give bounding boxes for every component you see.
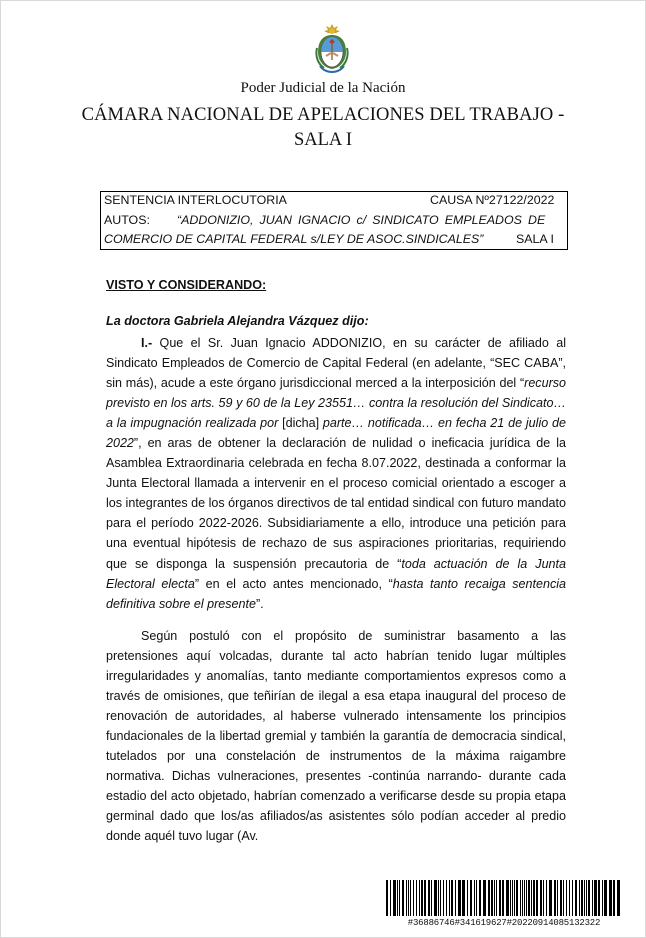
- section-heading: VISTO Y CONSIDERANDO:: [106, 278, 267, 292]
- paragraph-1-text: ”.: [255, 596, 264, 611]
- argentine-coat-of-arms-icon: [312, 22, 352, 76]
- quote-4: hasta tanto recaiga sentencia definitiva sobre el presente: [106, 576, 566, 611]
- court-name: Poder Judicial de la Nación: [240, 80, 406, 96]
- case-number: CAUSA Nº27122/2022: [430, 193, 555, 207]
- resolution-type: SENTENCIA INTERLOCUTORIA: [104, 193, 287, 207]
- case-info-box: [100, 191, 568, 250]
- barcode: [386, 880, 622, 916]
- case-caption-line1: “ADDONIZIO, JUAN IGNACIO c/ SINDICATO EMPLEADOS DE: [177, 213, 546, 227]
- chamber-title-line1: CÁMARA NACIONAL DE APELACIONES DEL TRABAJO -: [81, 105, 565, 125]
- paragraph-1-text: ”, en aras de obtener la declaración de nulidad o ineficacia jurídica de la Asamblea Extraordinaria celebrada en fecha 8.07.2022, destinada a conformar la Junta Electoral llamada a intervenir en el proceso comicial orientado a escoger a los integrantes de los órganos directivos de tal entidad sindical con futuro mandato para el período 2022-2026. Subsidiariamente a ello, introduce una petición para una eventual hipótesis de rechazo de sus aspiraciones prioritarias, requiriendo que se disponga la suspensión precautoria de “: [106, 436, 566, 571]
- paragraph-2: Según postuló con el propósito de suministrar basamento a las pretensiones aquí volcadas, durante tal acto habrían tenido lugar múltiples irregularidades y anomalías, tanto mediante comportamientos expresos como a través de omisiones, que teñirían de ilegal a esa etapa inaugural del proceso de renovación de autoridades, al haberse vulnerado intensamente los principios fundacionales de la libertad gremial y también la garantía de democracia sindical, tutelados por una constelación de instrumentos de la máxima raigambre normativa. Dichas vulneraciones, presentes -continúa narrando- durante cada estadio del acto objetado, habrían comenzado a verificarse desde su propia etapa germinal dado que los/as afiliados/as asistentes sólo podían acceder al predio donde aquél tuvo lugar (Av.: [106, 629, 566, 844]
- paragraph-1-text: ” en el acto antes mencionado, “: [194, 576, 393, 591]
- chamber-title-line2: SALA I: [293, 130, 353, 150]
- judge-intro: La doctora Gabriela Alejandra Vázquez dijo:: [106, 314, 369, 328]
- quote-2: parte… notificada… en fecha 21 de julio de 2022: [106, 416, 566, 451]
- paragraph-1: [106, 333, 566, 614]
- paragraph-1-text: Que el Sr. Juan Ignacio ADDONIZIO, en su carácter de afiliado al Sindicato Empleados de Comercio de Capital Federal (en adelante, “SEC CABA”, sin más), acude a este órgano jurisdiccional merced a la interposición del “: [106, 336, 566, 391]
- case-caption-line2: COMERCIO DE CAPITAL FEDERAL s/LEY DE ASOC.SINDICALES”: [104, 232, 484, 246]
- case-sala: SALA I: [516, 232, 554, 246]
- quote-1: recurso previsto en los arts. 59 y 60 de la Ley 23551… contra la resolución del Sindicato… a la impugnación realizada por: [106, 376, 566, 431]
- quote-3: toda actuación de la Junta Electoral electa: [106, 556, 566, 591]
- paragraph-1-text: [dicha]: [278, 416, 323, 431]
- paragraph-number: I.-: [141, 336, 153, 350]
- barcode-number: #36886746#341619627#20220914085132322: [407, 918, 601, 928]
- autos-label: AUTOS:: [104, 213, 150, 227]
